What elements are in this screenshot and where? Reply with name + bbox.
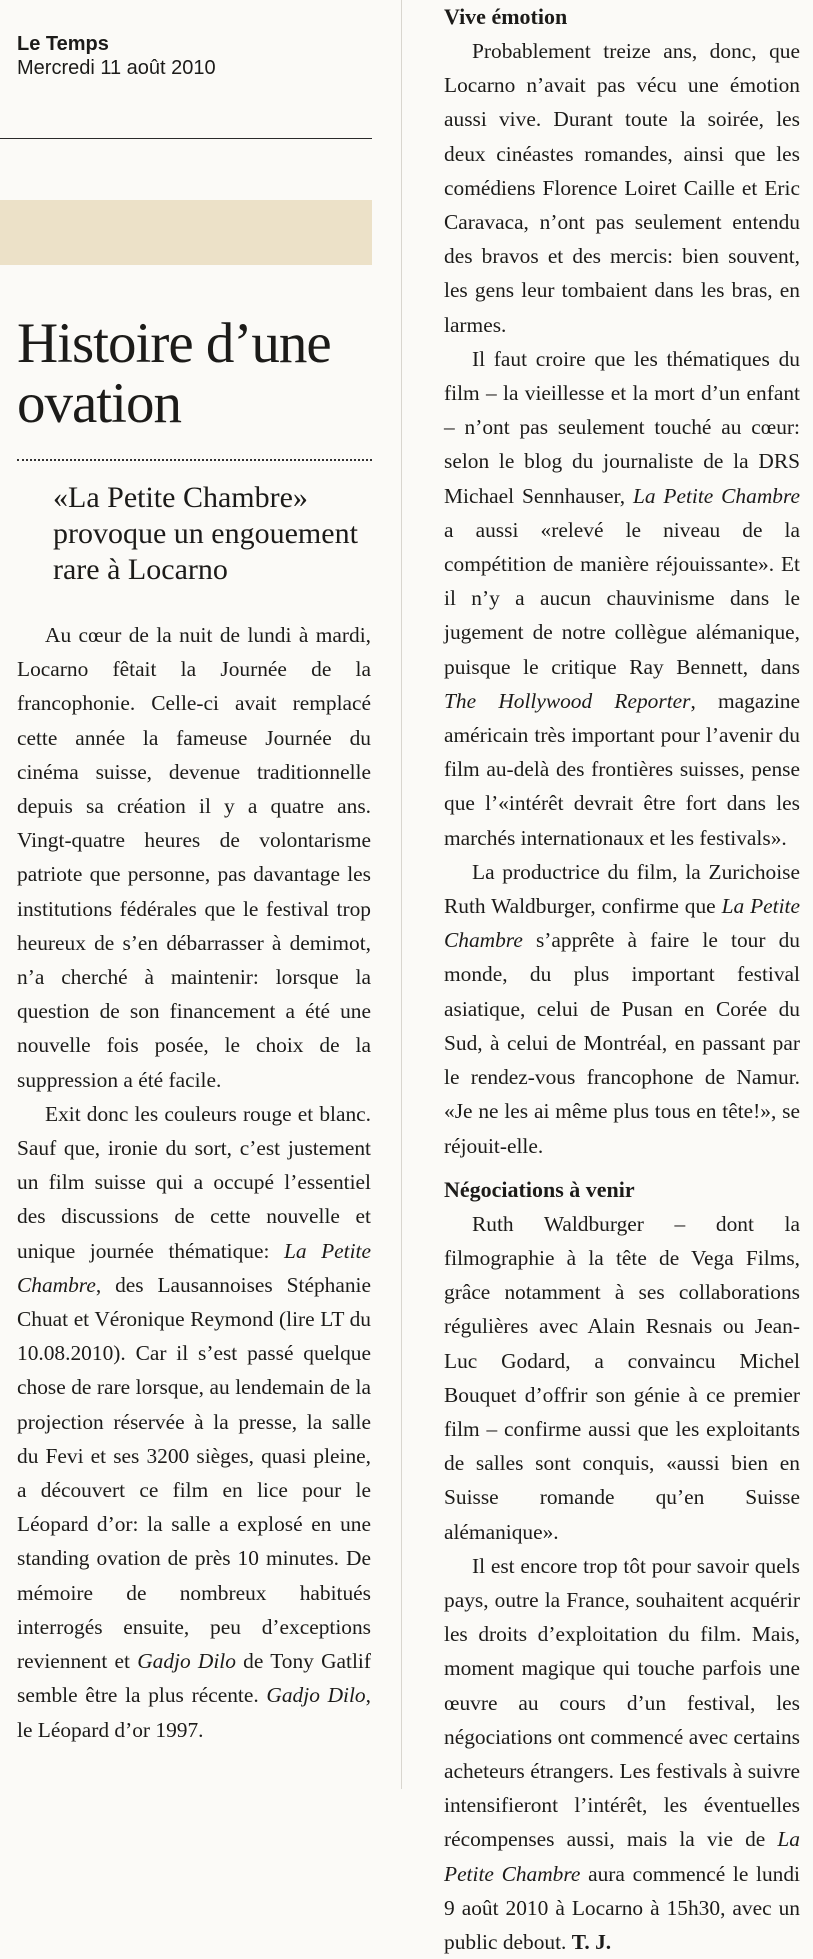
right-column [444, 0, 800, 1959]
paragraph-5: La productrice du film, la Zurichoise Ruth Waldburger, confirme que La Petite Chambre s’apprête à faire le tour du monde, du plus important festival asiatique, celui de Pusan en Corée du Sud, à celui de Montréal, en passant par le rendez-vous francophone de Namur. «Je ne les ai même plus tous en tête!», se réjouit-elle. [444, 859, 800, 1158]
magazine-title: The Hollywood Reporter [444, 688, 691, 713]
film-title: La Petite Chambre [632, 483, 800, 508]
film-title: La Petite Chambre [17, 1238, 371, 1297]
left-column [17, 618, 371, 1747]
film-title: La Petite Chambre [444, 894, 800, 953]
author-signature: T. J. [571, 1929, 612, 1954]
dotted-rule [17, 459, 372, 461]
subhead-negociations: Négociations à venir [444, 1176, 635, 1202]
subhead-vive-emotion: Vive émotion [444, 4, 568, 29]
film-title: La Petite Chambre [444, 1827, 800, 1886]
paragraph-6: Ruth Waldburger – dont la filmographie à la tête de Vega Films, grâce notamment à ses collaborations régulières avec Alain Resnais ou Jean-Luc Godard, a convaincu Michel Bouquet d’offrir son génie à ce premier film – confirme aussi que les exploitants de salles sont conquis, «aussi bien en Suisse romande qu’en Suisse alémanique». [444, 1211, 800, 1544]
article-deck: «La Petite Chambre» provoque un engouement rare à Locarno [53, 481, 358, 586]
column-divider [401, 0, 402, 1789]
tint-band [0, 200, 372, 265]
paragraph-3: Probablement treize ans, donc, que Locarno n’avait pas vécu une émotion aussi vive. Durant toute la soirée, les deux cinéastes romandes, ainsi que les comédiens Florence Loiret Caille et Eric Caravaca, n’ont pas seulement entendu des bravos et des mercis: bien souvent, les gens leur tombaient dans les bras, en larmes. [444, 39, 800, 337]
paragraph-4: Il faut croire que les thématiques du film – la vieillesse et la mort d’un enfant – n’ont pas seulement touché au cœur: selon le blog du journaliste de la DRS Michael Sennhauser, La Petite Chambre a aussi «relevé le niveau de la compétition de manière réjouissante». Et il n’y a aucun chauvinisme dans le jugement de notre collègue alémanique, puisque le critique Ray Bennett, dans The Hollywood Reporter, magazine américain très important pour l’avenir du film au-delà des frontières suisses, pense que l’«intérêt devrait être fort dans les marchés internationaux et les festivals». [444, 346, 800, 850]
paragraph-7: Il est encore trop tôt pour savoir quels pays, outre la France, souhaitent acquérir les droits d’exploitation du film. Mais, moment magique qui touche parfois une œuvre au cours d’un festival, les négociations ont commencé avec certains acheteurs étrangers. Les festivals à suivre intensifieront l’intérêt, les éventuelles récompenses aussi, mais la vie de La Petite Chambre aura commencé le lundi 9 août 2010 à Locarno à 15h30, avec un public debout. T. J. [444, 1553, 800, 1954]
film-title: Gadjo Dilo [137, 1649, 236, 1674]
publication-date: Mercredi 11 août 2010 [17, 57, 216, 79]
paragraph-2: Exit donc les couleurs rouge et blanc. Sauf que, ironie du sort, c’est justement un film suisse qui a occupé l’essentiel des discussions de cette nouvelle et unique journée thématique: La Petite Chambre, des Lausannoises Stéphanie Chuat et Véronique Reymond (lire LT du 10.08.2010). Car il s’est passé quelque chose de rare lorsque, au lendemain de la projection réservée à la presse, la salle du Fevi et ses 3200 sièges, quasi pleine, a découvert ce film en lice pour le Léopard d’or: la salle a explosé en une standing ovation de près 10 minutes. De mémoire de nombreux habitués interrogés ensuite, peu d’exceptions reviennent et Gadjo Dilo de Tony Gatlif semble être la plus récente. Gadjo Dilo, le Léopard d’or 1997. [17, 1101, 371, 1742]
article-headline: Histoire d’une ovation [17, 312, 331, 435]
paragraph-1: Au cœur de la nuit de lundi à mardi, Locarno fêtait la Journée de la francophonie. Celle-ci avait remplacé cette année la fameuse Journée du cinéma suisse, devenue traditionnelle depuis sa création il y a quatre ans. Vingt-quatre heures de volontarisme patriote que personne, pas davantage les institutions fédérales que le festival trop heureux de s’en débarrasser à demimot, n’a cherché à maintenir: lorsque la question de son financement a été une nouvelle fois posée, le choix de la suppression a été facile. [17, 623, 371, 1092]
publication-name: Le Temps [17, 33, 109, 55]
top-rule [0, 138, 372, 139]
film-title: Gadjo Dilo [266, 1683, 366, 1708]
